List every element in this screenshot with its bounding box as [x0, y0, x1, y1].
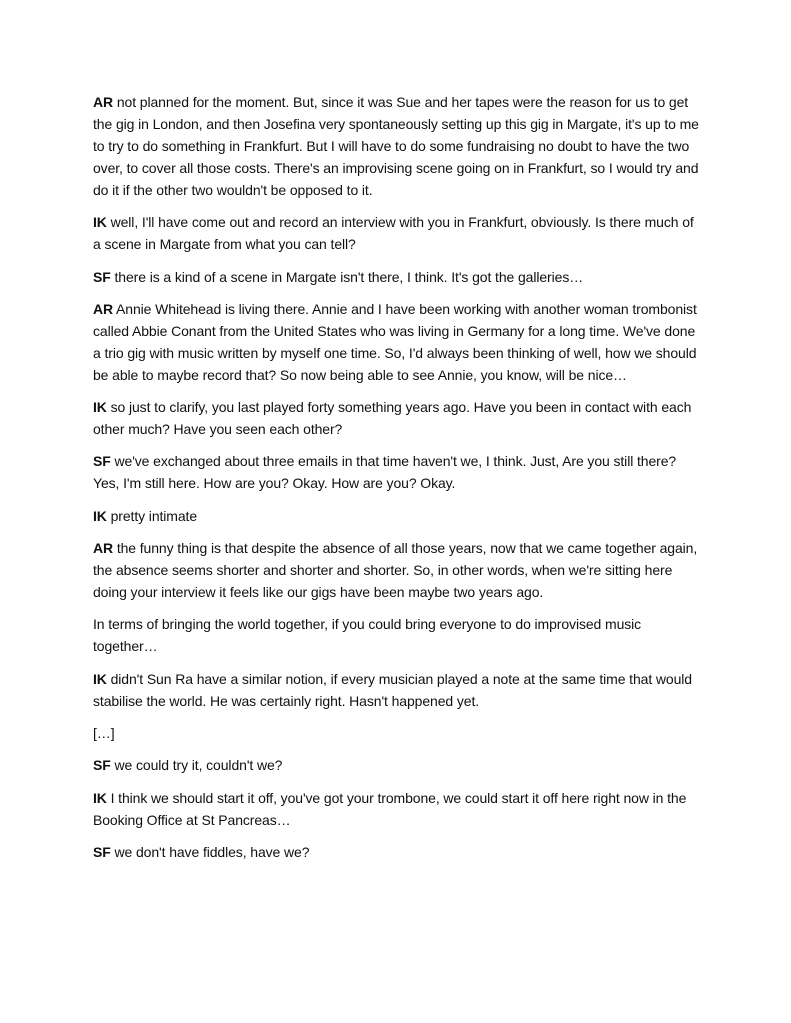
transcript-paragraph: [93, 841, 703, 863]
transcript-paragraph: [93, 450, 703, 494]
transcript-paragraph: [93, 787, 703, 831]
speaker-label: AR: [93, 94, 114, 110]
speaker-label: AR: [93, 540, 114, 557]
speaker-label: IK: [93, 214, 107, 231]
speaker-label: SF: [93, 268, 111, 285]
transcript-paragraph: [93, 396, 703, 440]
transcript-page: [93, 91, 703, 873]
paragraph-text: I think we should start it off, you've got your trombone, we could start it off here right now in the Booking Office at St Pancreas…: [93, 789, 687, 828]
paragraph-text: we've exchanged about three emails in that time haven't we, I think. Just, Are you still there? Yes, I'm still here. How are you? Okay. How are you? Okay.: [93, 453, 677, 492]
transcript-paragraph: [93, 211, 703, 255]
paragraph-text: not planned for the moment. But, since it was Sue and her tapes were the reason for us to get the gig in London, and then Josefina very spontaneously setting up this gig in Margate, it's up to me to try to do something in Frankfurt. But I will have to do some fundraising no doubt to have the two over, to cover all those costs. There's an improvising scene going on in Frankfurt, so I would try and do it if the other two wouldn't be opposed to it.: [93, 94, 699, 198]
transcript-paragraph: [93, 613, 703, 657]
transcript-paragraph: [93, 722, 703, 744]
speaker-label: IK: [93, 670, 107, 687]
transcript-paragraph: [93, 754, 703, 776]
speaker-label: IK: [93, 399, 107, 416]
paragraph-text: the funny thing is that despite the absence of all those years, now that we came together again, the absence seems shorter and shorter and shorter. So, in other words, when we're sitting here doing your interview it feels like our gigs have been maybe two years ago.: [93, 540, 698, 601]
transcript-paragraph: [93, 505, 703, 527]
transcript-paragraph: [93, 266, 703, 288]
speaker-label: IK: [93, 789, 107, 806]
paragraph-text: well, I'll have come out and record an interview with you in Frankfurt, obviously. Is there much of a scene in Margate from what you can tell?: [93, 214, 694, 253]
paragraph-text: Annie Whitehead is living there. Annie and I have been working with another woman trombonist called Abbie Conant from the United States who was living in Germany for a long time. We've done a trio gig with music written by myself one time. So, I'd always been thinking of well, how we should be able to maybe record that? So now being able to see Annie, you know, will be nice…: [93, 300, 697, 383]
speaker-label: AR: [93, 300, 114, 317]
transcript-paragraph: [93, 298, 703, 386]
speaker-label: SF: [93, 843, 111, 860]
paragraph-text: pretty intimate: [106, 507, 198, 524]
paragraph-text: In terms of bringing the world together, if you could bring everyone to do improvised music together…: [93, 616, 642, 655]
transcript-paragraph: [93, 668, 703, 712]
speaker-label: SF: [93, 453, 111, 470]
paragraph-text: so just to clarify, you last played forty something years ago. Have you been in contact with each other much? Have you seen each other?: [93, 399, 692, 438]
paragraph-text: […]: [93, 724, 115, 741]
transcript-paragraph: [93, 537, 703, 603]
paragraph-text: we don't have fiddles, have we?: [110, 843, 310, 860]
paragraph-text: we could try it, couldn't we?: [110, 757, 283, 774]
paragraph-text: there is a kind of a scene in Margate isn't there, I think. It's got the galleries…: [110, 268, 584, 285]
speaker-label: SF: [93, 757, 111, 774]
speaker-label: IK: [93, 507, 107, 524]
transcript-paragraph: [93, 91, 703, 201]
paragraph-text: didn't Sun Ra have a similar notion, if every musician played a note at the same time that would stabilise the world. He was certainly right. Hasn't happened yet.: [93, 670, 692, 709]
